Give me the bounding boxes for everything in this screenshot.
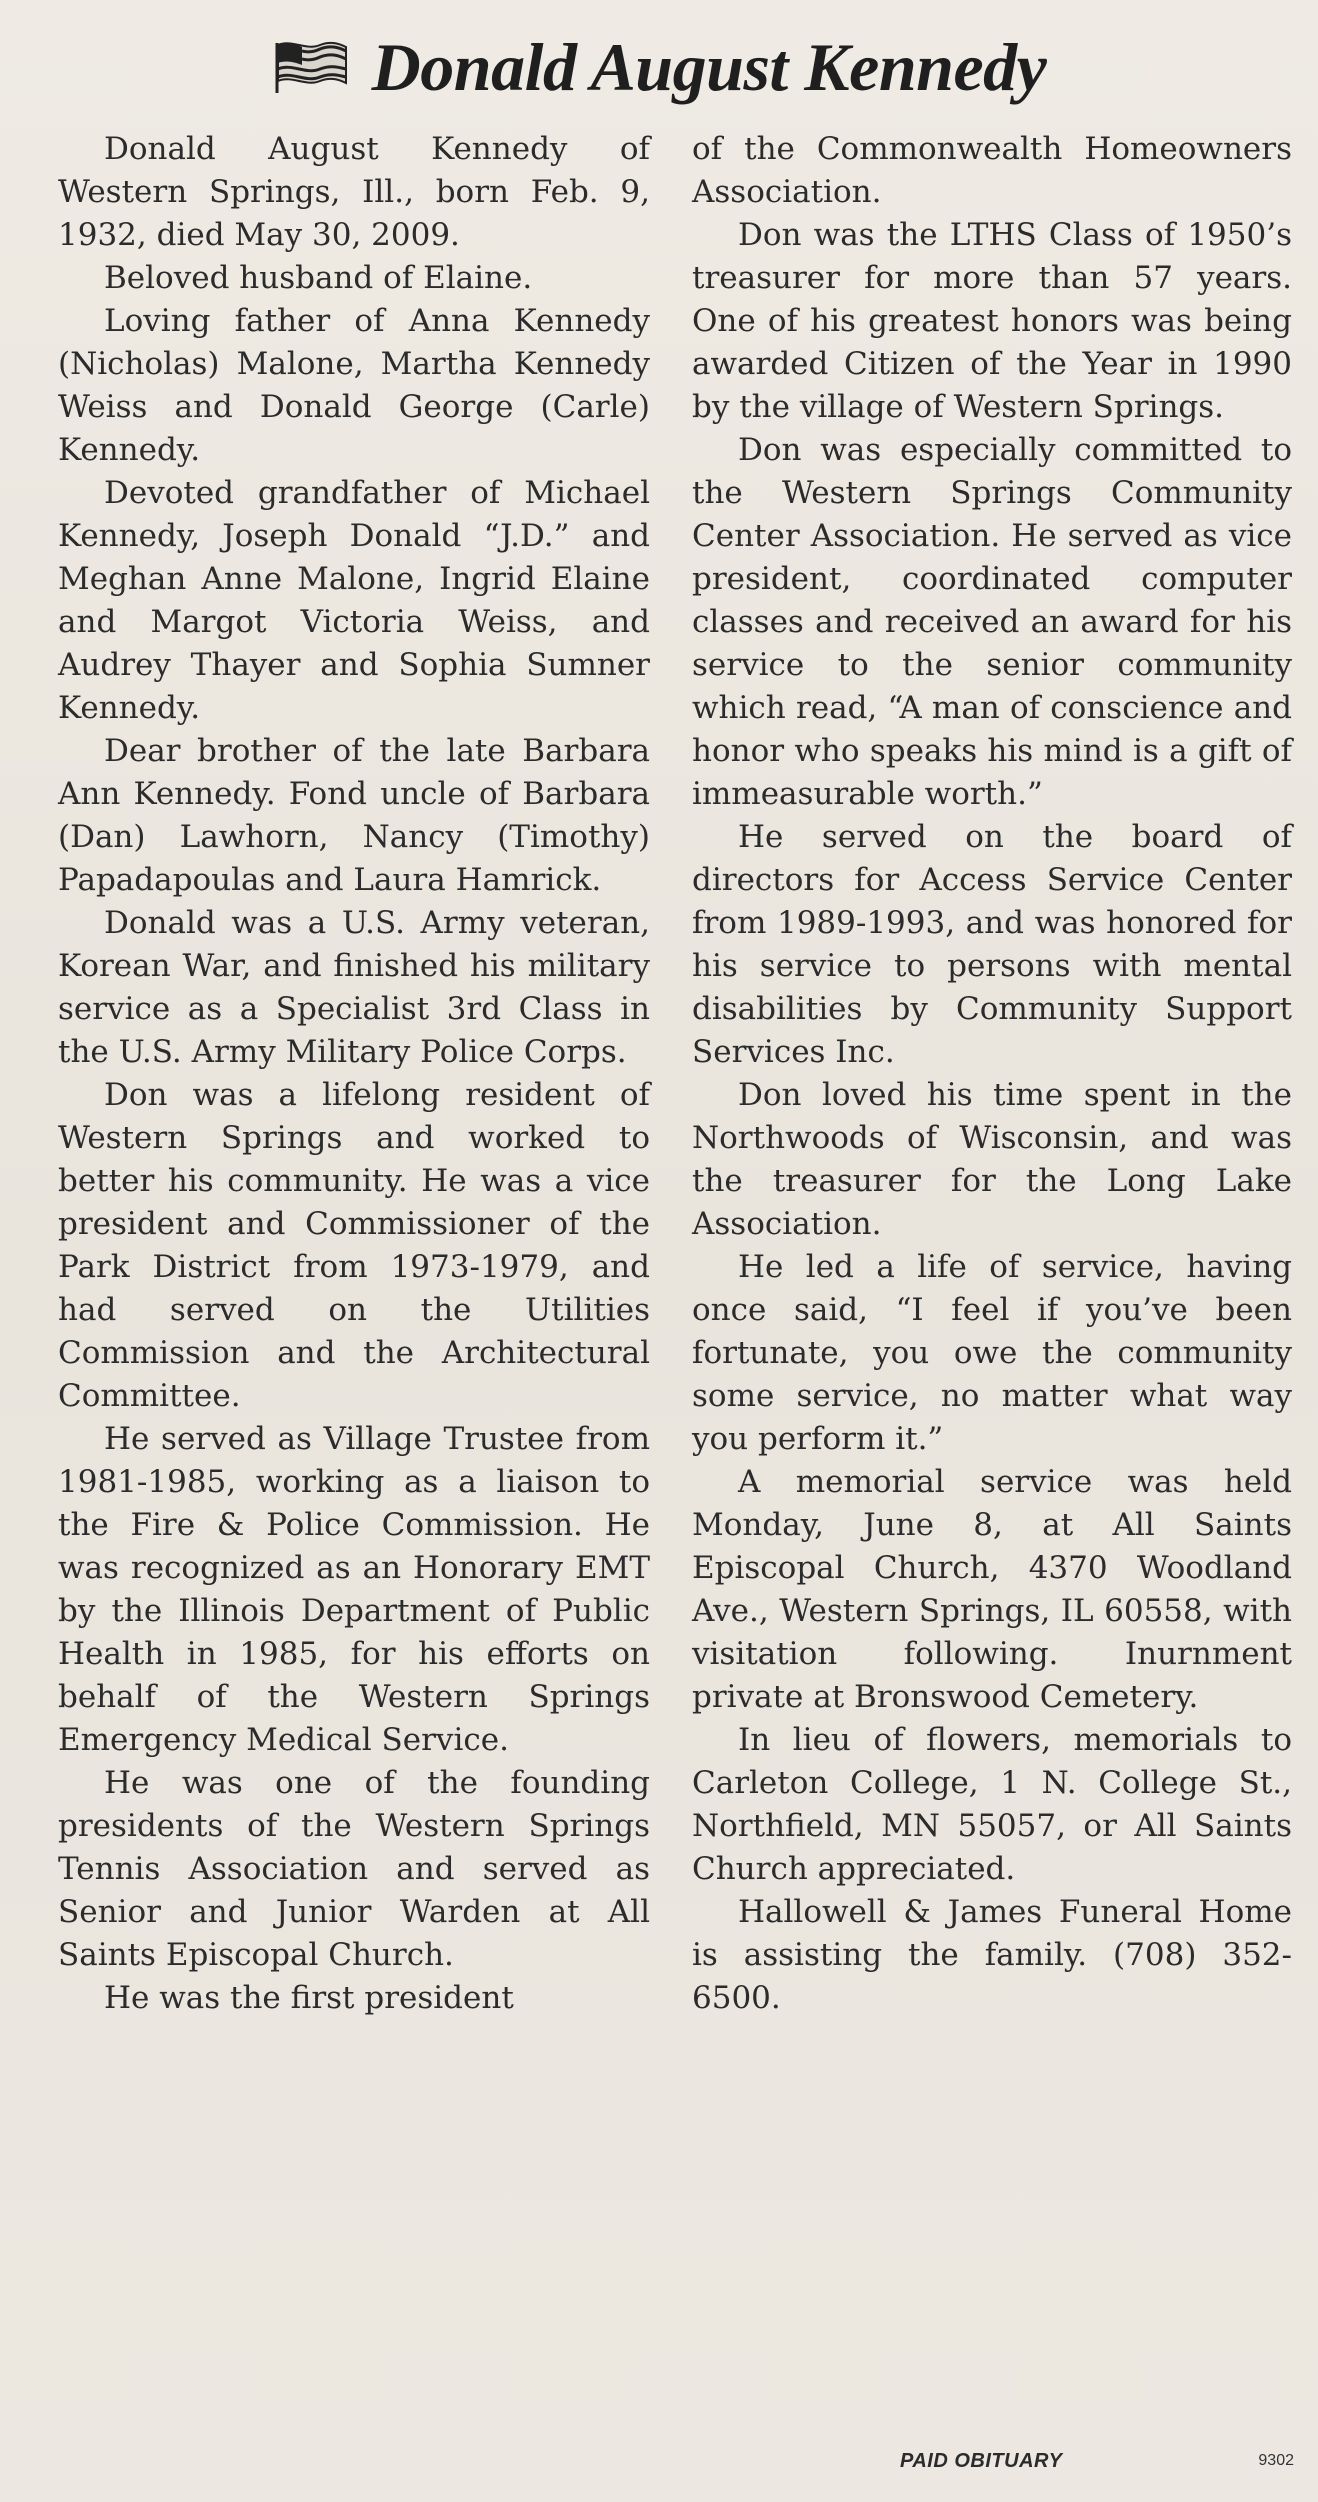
paid-obituary-label: PAID OBITUARY [900, 2449, 1063, 2472]
paragraph-siblings: Dear brother of the late Barbara Ann Kennedy. Fond uncle of Barbara (Dan) Lawhorn, Nancy (Timothy) Papadapoulas and Laura Hamrick. [58, 733, 650, 898]
obituary-title: Donald August Kennedy [371, 28, 1047, 105]
ad-code: 9302 [1258, 2452, 1294, 2469]
right-column [692, 128, 1292, 2020]
paragraph-tennis: He was one of the founding presidents of the Western Springs Tennis Association and served as Senior and Junior Warden at All Saints Episcopal Church. [58, 1765, 650, 1973]
paragraph-memorial: A memorial service was held Monday, June 8, at All Saints Episcopal Church, 4370 Woodland Ave., Western Springs, IL 60558, with visitation following. Inurnment private at Bronswood Cemetery. [692, 1464, 1292, 1715]
paragraph-spouse: Beloved husband of Elaine. [104, 260, 533, 296]
american-flag-icon [272, 39, 350, 95]
paragraph-first-president: He was the first president [104, 1980, 514, 2016]
paragraph-northwoods: Don loved his time spent in the Northwoods of Wisconsin, and was the treasurer for the Long Lake Association. [692, 1077, 1292, 1242]
paragraph-quote: He led a life of service, having once said, “I feel if you’ve been fortunate, you owe the community some service, no matter what way you perform it.” [692, 1249, 1292, 1457]
paragraph-trustee: He served as Village Trustee from 1981-1985, working as a liaison to the Fire & Police Commission. He was recognized as an Honorary EMT by the Illinois Department of Public Health in 1985, for his efforts on behalf of the Western Springs Emergency Medical Service. [58, 1421, 650, 1758]
paragraph-lths: Don was the LTHS Class of 1950’s treasurer for more than 57 years. One of his greatest honors was being awarded Citizen of the Year in 1990 by the village of Western Springs. [692, 217, 1292, 425]
paragraph-children: Loving father of Anna Kennedy (Nicholas) Malone, Martha Kennedy Weiss and Donald George (Carle) Kennedy. [58, 303, 650, 468]
paragraph-birth-death: Donald August Kennedy of Western Springs, Ill., born Feb. 9, 1932, died May 30, 2009. [58, 131, 650, 253]
paragraph-homeowners: of the Commonwealth Homeowners Association. [692, 131, 1292, 210]
paragraph-grandchildren: Devoted grandfather of Michael Kennedy, Joseph Donald “J.D.” and Meghan Anne Malone, Ingrid Elaine and Margot Victoria Weiss, and Audrey Thayer and Sophia Sumner Kennedy. [58, 475, 650, 726]
obituary-footer [900, 2446, 1294, 2476]
paragraph-funeral-home: Hallowell & James Funeral Home is assisting the family. (708) 352-6500. [692, 1894, 1292, 2016]
paragraph-access-service: He served on the board of directors for Access Service Center from 1989-1993, and was honored for his service to persons with mental disabilities by Community Support Services Inc. [692, 819, 1292, 1070]
obituary-header [0, 22, 1318, 112]
paragraph-in-lieu: In lieu of flowers, memorials to Carleton College, 1 N. College St., Northfield, MN 55057, or All Saints Church appreciated. [692, 1722, 1292, 1887]
paragraph-community-center: Don was especially committed to the Western Springs Community Center Association. He served as vice president, coordinated computer classes and received an award for his service to the senior community which read, “A man of conscience and honor who speaks his mind is a gift of immeasurable worth.” [692, 432, 1292, 812]
left-column [58, 128, 650, 2020]
paragraph-military: Donald was a U.S. Army veteran, Korean War, and finished his military service as a Specialist 3rd Class in the U.S. Army Military Police Corps. [58, 905, 650, 1070]
paragraph-community: Don was a lifelong resident of Western Springs and worked to better his community. He was a vice president and Commissioner of the Park District from 1973-1979, and had served on the Utilities Commission and the Architectural Committee. [58, 1077, 650, 1414]
